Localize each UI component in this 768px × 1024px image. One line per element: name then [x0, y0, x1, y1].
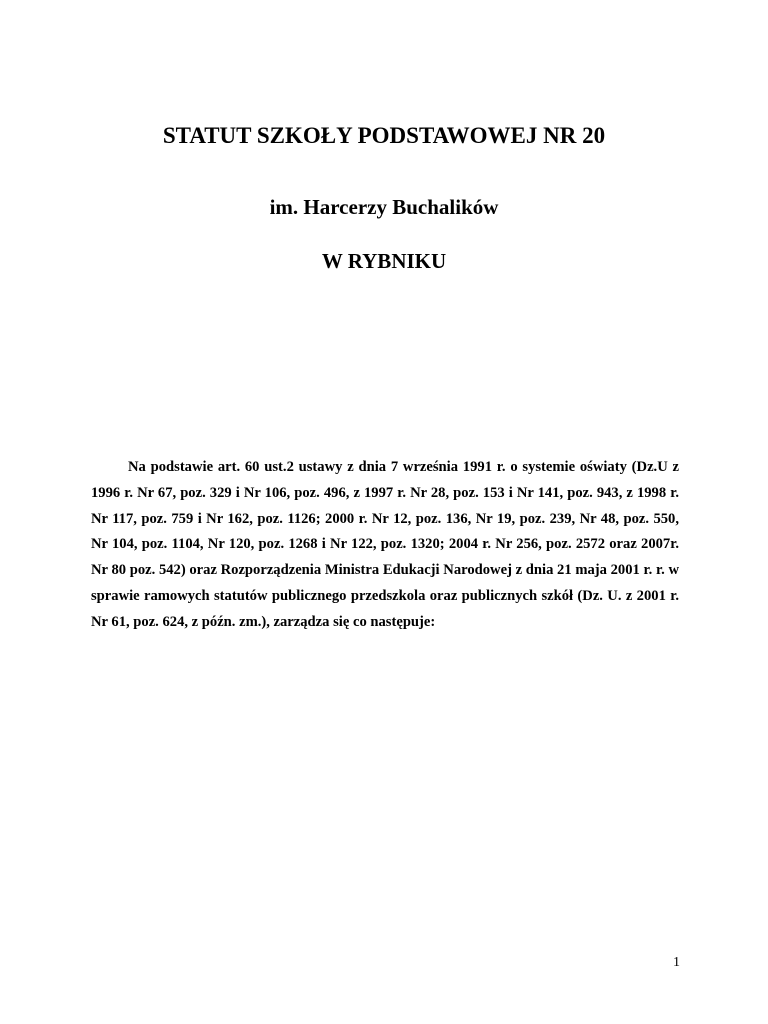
document-subtitle: im. Harcerzy Buchalików — [269, 195, 499, 219]
document-location: W RYBNIKU — [321, 249, 447, 273]
document-title: STATUT SZKOŁY PODSTAWOWEJ NR 20 — [162, 123, 606, 148]
page-number: 1 — [673, 955, 680, 970]
legal-basis-paragraph: Na podstawie art. 60 ust.2 ustawy z dnia 7 września 1991 r. o systemie oświaty (Dz.U z 1996 r. Nr 67, poz. 329 i Nr 106, poz. 496, z 1997 r. Nr 28, poz. 153 i Nr 141, poz. 943, z 1998 r. Nr 117, poz. 759 i Nr 162, poz. 1126; 2000 r. Nr 12, poz. 136, Nr 19, poz. 239, Nr 48, poz. 550, Nr 104, poz. 1104, Nr 120, poz. 1268 i Nr 122, poz. 1320; 2004 r. Nr 256, poz. 2572 oraz 2007r. Nr 80 poz. 542) oraz Rozporządzenia Ministra Edukacji Narodowej z dnia 21 maja 2001 r. r. w sprawie ramowych statutów publicznego przedszkola oraz publicznych szkół (Dz. U. z 2001 r. Nr 61, poz. 624, z późn. zm.), zarządza się co następuje: — [91, 459, 679, 630]
